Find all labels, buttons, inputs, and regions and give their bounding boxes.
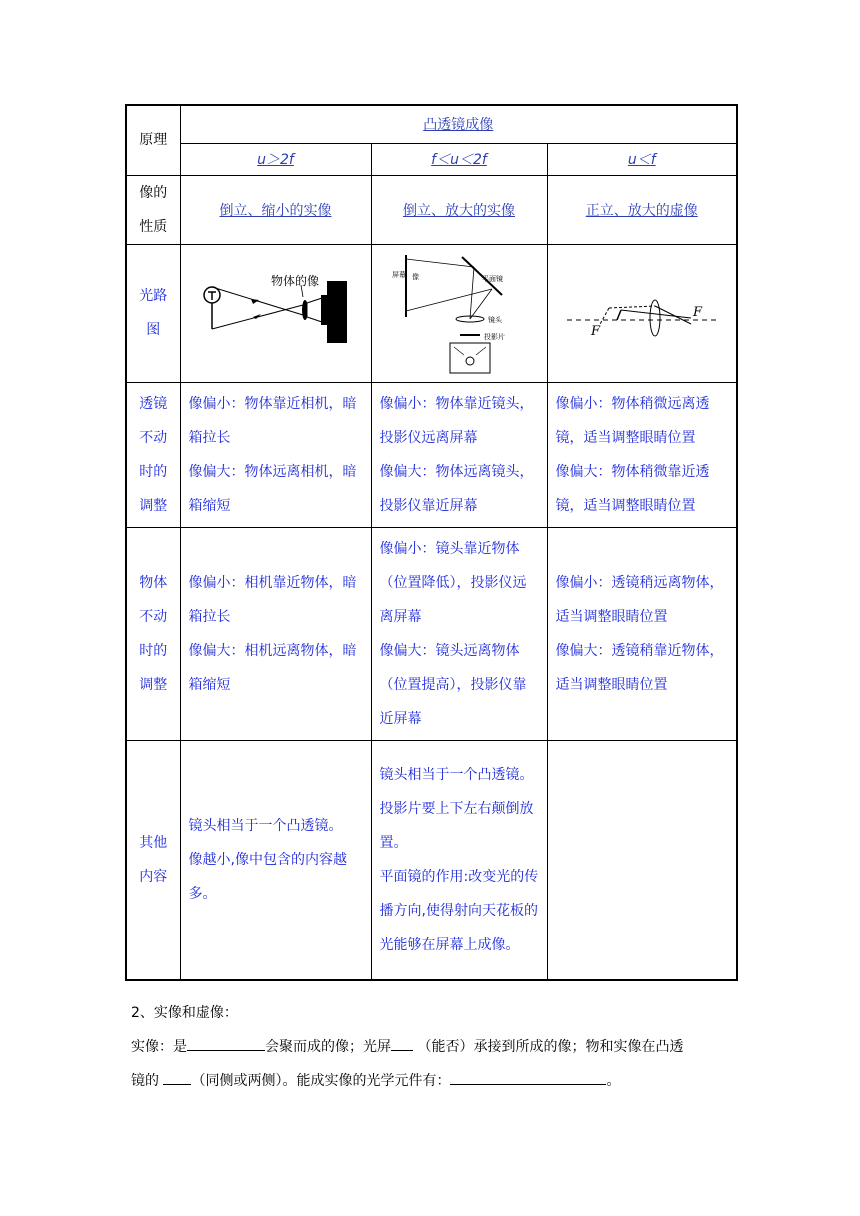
lens-fixed-label [126,382,180,527]
case-header-2: f＜u＜2f [371,143,547,175]
other-content-label [126,740,180,980]
label-line: 透镜 [139,395,168,412]
mirror-label: 平面镜 [482,275,503,283]
projector-diagram-svg [384,249,534,377]
label-line: 图 [146,322,161,338]
label-line: 性质 [139,218,168,235]
section2-heading: 2、实像和虚像： [131,1005,238,1021]
blank-4[interactable] [450,1070,606,1085]
principle-label: 原理 [126,105,180,175]
text-line: 像偏大：物体稍微靠近透镜，适当调整眼睛位置 [555,463,710,514]
magnifier-ray-diagram [547,244,737,382]
lens-imaging-table [125,104,738,981]
text-line: 像偏大：透镜稍靠近物体，适当调整眼睛位置 [555,642,724,693]
text-line: 像偏小：相机靠近物体，暗箱拉长 [188,574,357,625]
text-line: 镜头相当于一个凸透镜。 [188,817,343,834]
text-line: 像偏大：物体远离镜头，投影仪靠近屏幕 [379,463,534,514]
object-fixed-magnifier [547,527,737,740]
label-line: 调整 [139,676,168,693]
slide-label: 投影片 [484,333,505,341]
text-line: 像偏小：物体靠近镜头，投影仪远离屏幕 [379,395,534,446]
screen-label: 屏幕 [392,271,406,279]
label-line: 像的 [139,184,168,201]
text-segment: 镜的 [131,1073,164,1089]
text-line: 像偏小：透镜稍远离物体，适当调整眼睛位置 [555,574,724,625]
label-line: 时的 [139,463,168,480]
label-line: 不动 [139,429,168,446]
image-nature-2: 倒立、放大的实像 [371,175,547,244]
object-fixed-camera [180,527,371,740]
projector-ray-diagram [371,244,547,382]
text-segment: （能否）承接到所成的像；物和实像在凸透 [417,1039,684,1055]
label-line: 内容 [139,868,168,885]
lens-fixed-projector [371,382,547,527]
text-line: 像偏大：镜头远离物体（位置提高），投影仪靠近屏幕 [379,642,527,727]
section2-line1 [131,1030,741,1064]
object-fixed-projector [371,527,547,740]
image-label: 像 [412,273,419,281]
label-line: 物体 [139,574,168,591]
case-header-3: u＜f [547,143,737,175]
text-line: 像偏小：物体稍微远离透镜，适当调整眼睛位置 [555,395,710,446]
object-fixed-label [126,527,180,740]
lens-label: 镜头 [488,316,502,324]
other-magnifier [547,740,737,980]
section2-line2 [131,1064,741,1098]
text-line: 像越小,像中包含的内容越多。 [188,851,347,902]
image-label: 物体的像 [270,274,319,288]
blank-1[interactable] [187,1036,265,1051]
blank-2[interactable] [391,1036,413,1051]
text-line: 像偏大：相机远离物体，暗箱缩短 [188,642,357,693]
text-segment: 。 [606,1073,621,1089]
ray-diagram-label [126,244,180,382]
text-line: 投影片要上下左右颠倒放置。 [379,800,534,851]
text-line: 像偏小：物体靠近相机，暗箱拉长 [188,395,357,446]
image-nature-3: 正立、放大的虚像 [547,175,737,244]
table-title: 凸透镜成像 [180,105,737,143]
image-nature-1: 倒立、缩小的实像 [180,175,371,244]
text-line: 平面镜的作用:改变光的传播方向,使得射向天花板的光能够在屏幕上成像。 [379,868,539,953]
label-line: 调整 [139,497,168,514]
label-line: 光路 [139,288,168,304]
blank-3[interactable] [163,1070,191,1085]
camera-diagram-svg [191,273,361,353]
magnifier-diagram-svg [557,278,727,348]
case-header-1: u＞2f [180,143,371,175]
text-segment: 实像：是 [131,1039,187,1055]
lens-fixed-magnifier [547,382,737,527]
text-line: 像偏大：物体远离相机，暗箱缩短 [188,463,357,514]
label-line: 不动 [139,608,168,625]
other-camera [180,740,371,980]
camera-ray-diagram [180,244,371,382]
text-line: 镜头相当于一个凸透镜。 [379,766,534,783]
other-projector [371,740,547,980]
focus-right-label: F [692,305,702,320]
text-segment: 会聚而成的像；光屏 [265,1039,391,1055]
text-segment: （同侧或两侧）。能成实像的光学元件有： [191,1073,451,1089]
focus-left-label: F [590,324,600,339]
image-nature-label [126,175,180,244]
label-line: 其他 [139,834,168,851]
label-line: 时的 [139,642,168,659]
lens-fixed-camera [180,382,371,527]
text-line: 像偏小：镜头靠近物体（位置降低），投影仪远离屏幕 [379,540,527,625]
